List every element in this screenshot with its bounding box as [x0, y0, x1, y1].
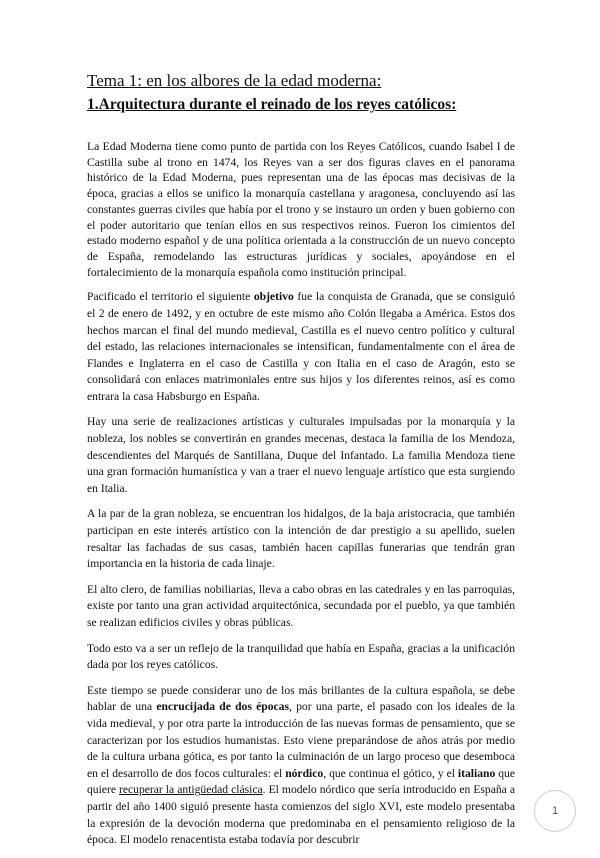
page-number: 1 [551, 805, 559, 817]
paragraph-6: Todo esto va a ser un reflejo de la tranquilidad que había en España, gracias a la unificación dada por los reyes católicos. [87, 641, 515, 672]
paragraph-7-text-g: que quiere [87, 766, 515, 797]
document-title: Tema 1: en los albores de la edad moderna: [87, 71, 382, 90]
paragraph-2 [87, 289, 515, 405]
paragraph-1: La Edad Moderna tiene como punto de partida con los Reyes Católicos, cuando Isabel I de Castilla sube al trono en 1474, los Reyes van a ser dos figuras claves en el panorama histórico de la Edad Moderna, pues representan una de las épocas mas decisivas de la época, gracias a ellos se unifico la monarquía castellana y aragonesa, concluyendo así las constantes guerras civiles que había por el trono y se instauro un orden y buen gobierno con el poder autoritario que tenían ellos en sus respectivos reinos. Fueron los cimientos del estado moderno español y de una política orientada a la construcción de un nuevo concepto de España, remodelando las estructuras jurídicas y sociales, apoyándose en el fortalecimiento de la monarquía española como institución principal. [87, 140, 515, 279]
paragraph-2-text-a: Pacificado el territorio el siguiente [87, 290, 254, 304]
paragraph-7-text-c: , por una parte, el pasado con los ideales de la vida medieval, y por otra parte la introducción de las nuevas formas de pensamiento, que se caracterizan por los estudios humanistas. Esto viene preparándose de años atrás por medio de la cultura urbana gótica, es por tanto la culminación de un largo proceso que desemboca en el desarrollo de dos focos culturales: el [87, 700, 515, 780]
paragraph-7-bold-encrucijada: encrucijada de dos épocas [156, 700, 289, 714]
paragraph-7-text-i: . El modelo nórdico que sería introducido en España a partir del año 1400 siguió presente hasta comienzos del siglo XVI, este modelo presentaba la expresión de la devoción moderna que predominaba en el pensamiento religioso de la época. El modelo renacentista estaba todavía por descubrir [87, 783, 516, 847]
paragraph-7-text-e: , que continua el gótico, y el [323, 766, 458, 780]
paragraph-7 [87, 683, 515, 849]
page-number-badge [534, 790, 576, 832]
paragraph-7-text-a: Este tiempo se puede considerar uno de los más brillantes de la cultura española, se debe hablar de una [87, 683, 515, 714]
paragraph-4: A la par de la gran nobleza, se encuentran los hidalgos, de la baja aristocracia, que también participan en este interés artístico con la intención de dar prestigio a su apellido, suelen resaltar las fachadas de sus casas, también hacen capillas funerarias que tendrán gran importancia en la historia de cada linaje. [87, 507, 515, 571]
paragraph-2-bold-objetivo: objetivo [253, 290, 294, 304]
paragraph-7-bold-nordico: nórdico [285, 766, 324, 780]
paragraph-3: Hay una serie de realizaciones artísticas y culturales impulsadas por la monarquía y la nobleza, los nobles se convertirán en grandes mecenas, destaca la familia de los Mendoza, descendientes del Marqués de Santillana, Duque del Infantado. La familia Mendoza tiene una gran formación humanística y van a traer el nuevo lenguaje artístico que esta surgiendo en Italia. [87, 415, 515, 495]
paragraph-7-underlined-phrase: recuperar la antigüedad clásica [119, 783, 263, 797]
document-body [87, 139, 515, 858]
paragraph-7-bold-italiano: italiano [457, 766, 496, 780]
paragraph-5: El alto clero, de familias nobiliarias, lleva a cabo obras en las catedrales y en las parroquias, existe por tanto una gran actividad arquitectónica, secundada por el pueblo, ya que también se realizan edificios civiles y obras públicas. [87, 582, 515, 630]
paragraph-2-text-c: fue la conquista de Granada, que se consiguió el 2 de enero de 1492, y en octubre de este mismo año Colón llegaba a América. Estos dos hechos marcan el final del mundo medieval, Castilla es el nuevo centro político y cultural del estado, las relaciones internacionales se intensifican, fundamentalmente con el área de Flandes e Inglaterra en el caso de Castilla y con Italia en el caso de Aragón, esto se consolidará con enlaces matrimoniales entre sus hijos y los diferentes reinos, así es como entrara la casa Habsburgo en España. [87, 290, 515, 403]
section-heading: 1.Arquitectura durante el reinado de los reyes católicos: [87, 96, 457, 113]
